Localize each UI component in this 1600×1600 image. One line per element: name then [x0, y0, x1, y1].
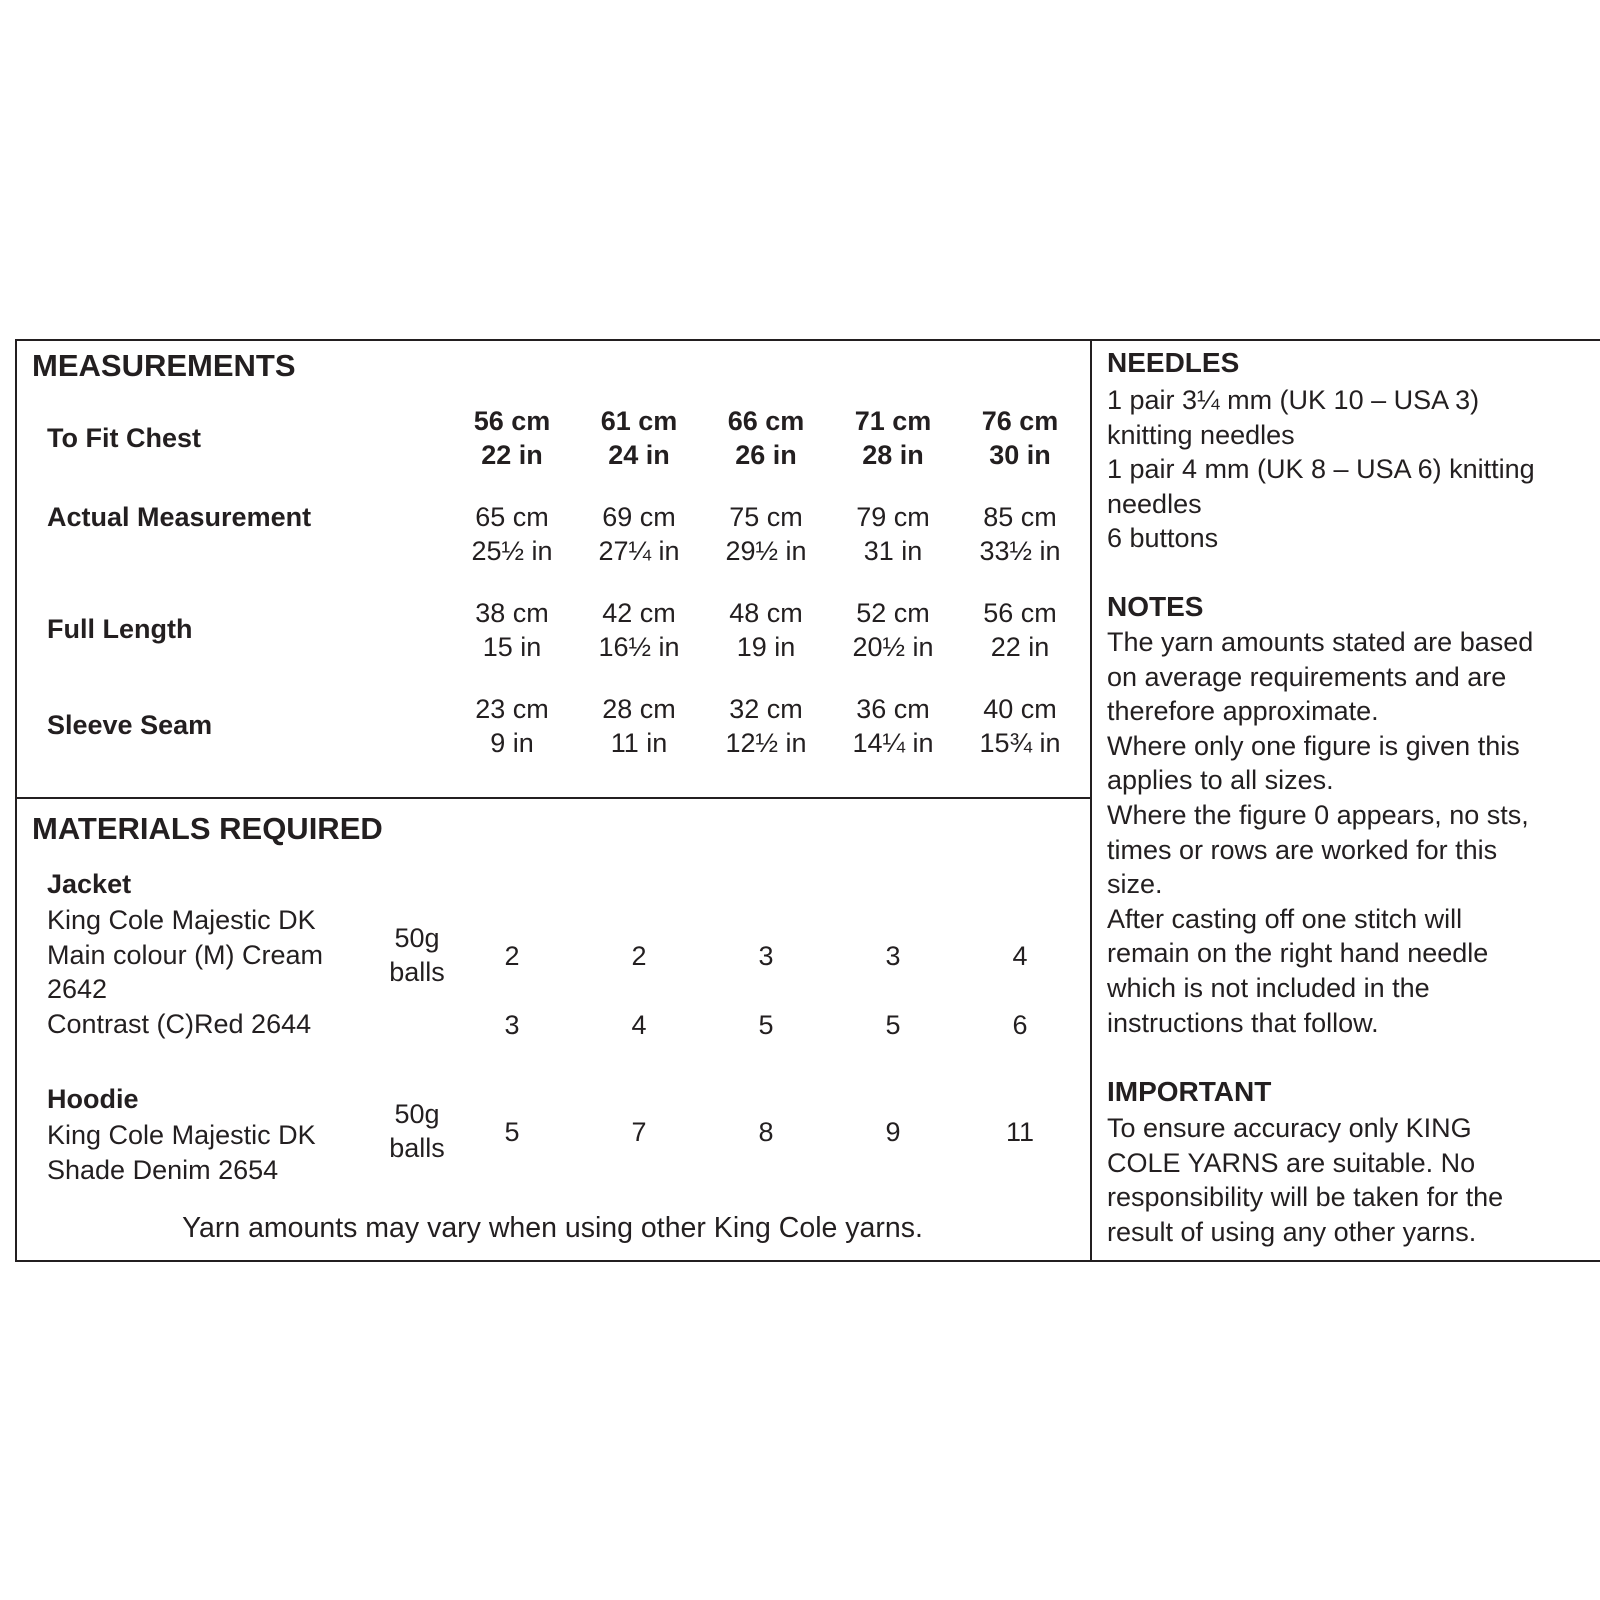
jacket-contrast-4: 5 — [885, 1010, 901, 1040]
important-title: IMPORTANT — [1107, 1076, 1272, 1107]
actual-size-3: 75 cm 29½ in — [725, 502, 807, 566]
row-label-chest: To Fit Chest — [47, 423, 201, 453]
length-size-1: 38 cm 15 in — [475, 598, 549, 662]
hoodie-value-5: 11 — [1005, 1117, 1035, 1147]
length-size-3: 48 cm 19 in — [729, 598, 803, 662]
jacket-main-1: 2 — [504, 941, 520, 971]
important-text: To ensure accuracy only KING COLE YARNS are suitable. No responsibility will be taken for the result of using any other yarns. — [1107, 1113, 1504, 1247]
sleeve-size-5: 40 cm 15¾ in — [979, 694, 1061, 758]
jacket-main-3: 3 — [758, 941, 774, 971]
actual-size-5: 85 cm 33½ in — [979, 502, 1061, 566]
hoodie-value-4: 9 — [885, 1117, 901, 1147]
chest-size-1: 56 cm 22 in — [473, 406, 551, 470]
length-size-5: 56 cm 22 in — [983, 598, 1057, 662]
length-size-4: 52 cm 20½ in — [852, 598, 934, 662]
measurements-title: MEASUREMENTS — [32, 348, 296, 383]
chest-size-5: 76 cm 30 in — [981, 406, 1059, 470]
needles-title: NEEDLES — [1107, 347, 1240, 378]
sleeve-size-1: 23 cm 9 in — [475, 694, 549, 758]
jacket-yarn-lines: King Cole Majestic DK Main colour (M) Cream 2642 Contrast (C)Red 2644 — [47, 905, 324, 1039]
length-size-2: 42 cm 16½ in — [598, 598, 680, 662]
column-divider — [1090, 339, 1092, 1262]
row-label-actual: Actual Measurement — [47, 502, 312, 532]
jacket-contrast-5: 6 — [1012, 1010, 1028, 1040]
hoodie-unit: 50g balls — [389, 1099, 445, 1163]
jacket-main-2: 2 — [631, 941, 647, 971]
hoodie-yarn-lines: King Cole Majestic DK Shade Denim 2654 — [47, 1120, 316, 1185]
chest-size-4: 71 cm 28 in — [854, 406, 932, 470]
sleeve-size-3: 32 cm 12½ in — [725, 694, 807, 758]
actual-size-1: 65 cm 25½ in — [471, 502, 553, 566]
notes-text: The yarn amounts stated are based on average requirements and are therefore approximate. Where only one figure is given this applies to all sizes. Where the figure 0 appears, no sts, times or rows are worked for this size. After casting off one stitch will remain on the right hand needle which is not included in the instructions that follow. — [1107, 627, 1534, 1038]
row-label-length: Full Length — [47, 614, 193, 644]
hoodie-value-3: 8 — [758, 1117, 774, 1147]
chest-size-3: 66 cm 26 in — [727, 406, 805, 470]
chest-size-2: 61 cm 24 in — [600, 406, 678, 470]
hoodie-value-1: 5 — [504, 1117, 520, 1147]
jacket-unit: 50g balls — [389, 923, 445, 987]
notes-title: NOTES — [1107, 591, 1204, 622]
jacket-contrast-1: 3 — [504, 1010, 520, 1040]
jacket-contrast-2: 4 — [631, 1010, 647, 1040]
sleeve-size-2: 28 cm 11 in — [602, 694, 676, 758]
needles-list: 1 pair 3¼ mm (UK 10 – USA 3) knitting needles 1 pair 4 mm (UK 8 – USA 6) knitting needles 6 buttons — [1107, 385, 1535, 554]
jacket-main-4: 3 — [885, 941, 901, 971]
sleeve-size-4: 36 cm 14¼ in — [852, 694, 934, 758]
section-divider — [15, 797, 1092, 799]
jacket-heading: Jacket — [47, 869, 132, 899]
jacket-contrast-3: 5 — [758, 1010, 774, 1040]
yarn-footnote: Yarn amounts may vary when using other King Cole yarns. — [182, 1212, 923, 1244]
row-label-sleeve: Sleeve Seam — [47, 710, 213, 740]
hoodie-heading: Hoodie — [47, 1084, 139, 1114]
jacket-main-5: 4 — [1012, 941, 1028, 971]
materials-title: MATERIALS REQUIRED — [32, 811, 383, 846]
hoodie-value-2: 7 — [631, 1117, 647, 1147]
actual-size-2: 69 cm 27¼ in — [598, 502, 680, 566]
actual-size-4: 79 cm 31 in — [856, 502, 930, 566]
